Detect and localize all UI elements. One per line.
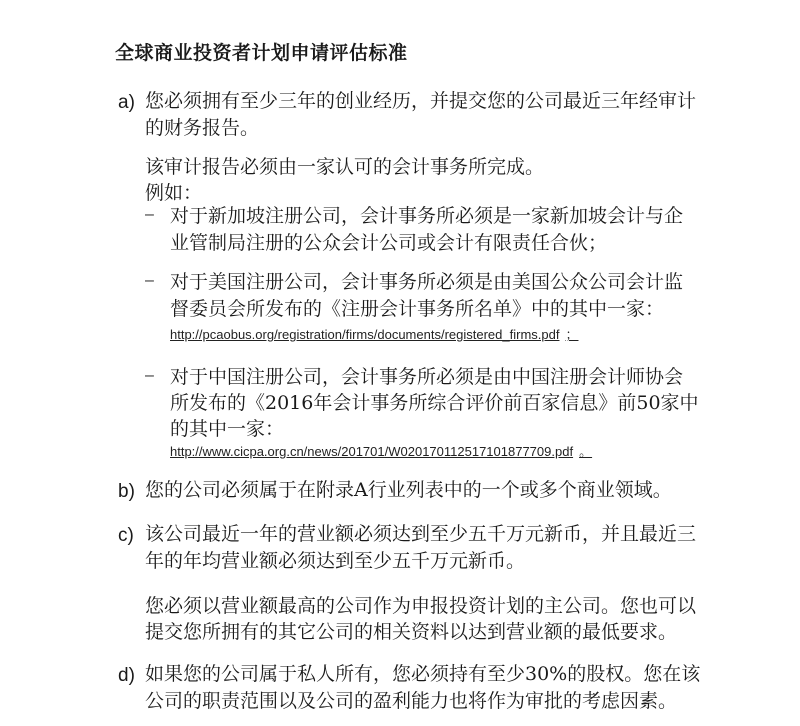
item-1-line-2: 业管制局注册的公众会计公司或会计有限责任合伙；	[170, 232, 608, 254]
section-a-line-1: 您必须拥有至少三年的创业经历，并提交您的公司最近三年经审计	[145, 90, 697, 112]
list-dash: –	[145, 206, 154, 223]
section-a-note-1: 该审计报告必须由一家认可的会计事务所完成。	[145, 156, 545, 178]
cicpa-link-tail: 。	[579, 444, 593, 459]
item-3-line-1: 对于中国注册公司，会计事务所必须是由中国注册会计师协会	[170, 366, 684, 388]
section-c-note-2: 提交您所拥有的其它公司的相关资料以达到营业额的最低要求。	[145, 621, 678, 643]
section-c-note-1: 您必须以营业额最高的公司作为申报投资计划的主公司。您也可以	[145, 595, 697, 617]
pcaob-link[interactable]	[170, 324, 578, 343]
cicpa-link-text[interactable]: http://www.cicpa.org.cn/news/201701/W020170112517101877709.pdf	[170, 444, 574, 459]
section-d-marker: d)	[118, 665, 135, 686]
pcaob-link-text[interactable]: http://pcaobus.org/registration/firms/documents/registered_firms.pdf	[170, 327, 560, 342]
section-c-marker: c)	[118, 525, 134, 546]
cicpa-link[interactable]	[170, 441, 592, 460]
pcaob-link-tail: ；	[565, 327, 579, 342]
item-2-line-2: 督委员会所发布的《注册会计事务所名单》中的其中一家：	[170, 298, 665, 320]
item-3-line-3: 的其中一家：	[170, 418, 285, 440]
item-3-line-2: 所发布的《2016年会计事务所综合评价前百家信息》前50家中	[170, 392, 699, 414]
section-b-marker: b)	[118, 481, 135, 502]
list-dash: –	[145, 272, 154, 289]
section-c-line-1: 该公司最近一年的营业额必须达到至少五千万元新币，并且最近三	[145, 523, 697, 545]
item-2-line-1: 对于美国注册公司，会计事务所必须是由美国公众公司会计监	[170, 271, 684, 293]
section-d-line-2: 公司的职责范围以及公司的盈利能力也将作为审批的考虑因素。	[145, 690, 678, 712]
section-a-note-2: 例如：	[145, 182, 203, 204]
section-a-line-2: 的财务报告。	[145, 117, 260, 139]
section-a-marker: a)	[118, 92, 135, 113]
section-b-line-1: 您的公司必须属于在附录A行业列表中的一个或多个商业领域。	[145, 479, 672, 501]
section-c-line-2: 年的年均营业额必须达到至少五千万元新币。	[145, 550, 526, 572]
page-title: 全球商业投资者计划申请评估标准	[115, 42, 408, 64]
item-1-line-1: 对于新加坡注册公司，会计事务所必须是一家新加坡会计与企	[170, 205, 684, 227]
section-d-line-1: 如果您的公司属于私人所有，您必须持有至少30%的股权。您在该	[145, 663, 701, 685]
list-dash: –	[145, 367, 154, 384]
